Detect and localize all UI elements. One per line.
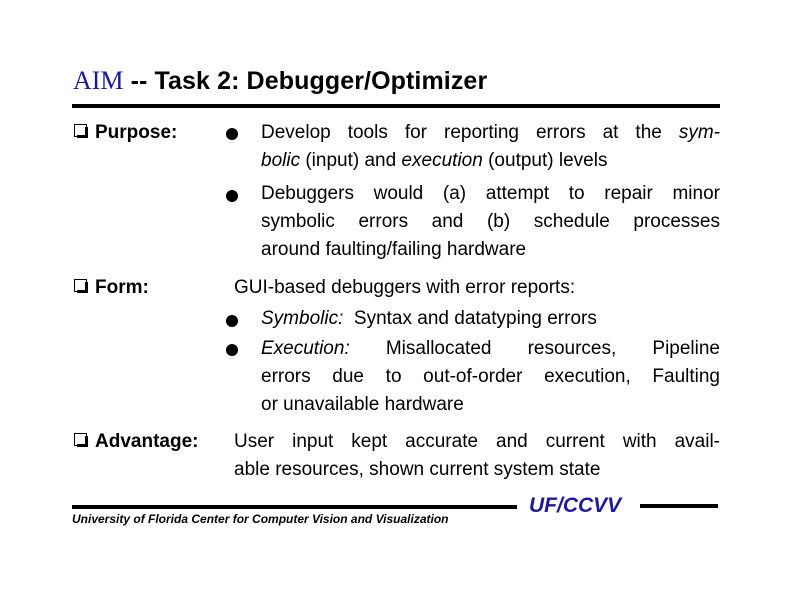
- section-label-purpose: Purpose:: [73, 121, 177, 145]
- section-label-form: Form:: [73, 276, 149, 300]
- form-bullet-execution: Execution: Misallocated resources, Pipeline errors due to out-of-order execution, Faulting or unavailable hardware: [261, 338, 720, 415]
- purpose-bullet-1: Develop tools for reporting errors at the sym- bolic (input) and execution (output) levels: [261, 122, 720, 171]
- section-label-advantage: Advantage:: [73, 430, 198, 454]
- bullet-icon: [226, 190, 238, 202]
- bullet-icon: [226, 128, 238, 140]
- title-divider: [72, 104, 720, 108]
- checkbox-bullet-icon: [73, 432, 89, 448]
- footer-divider-left: [72, 505, 517, 509]
- checkbox-bullet-icon: [73, 123, 89, 139]
- title-prefix: AIM: [73, 66, 124, 95]
- bullet-icon: [226, 344, 238, 356]
- footer-divider-right: [640, 504, 718, 508]
- title-text: -- Task 2: Debugger/Optimizer: [123, 67, 488, 95]
- bullet-icon: [226, 315, 238, 327]
- footer-brand: UF/CCVV: [529, 494, 622, 517]
- footer-institution: University of Florida Center for Computer Vision and Visualization: [72, 512, 449, 526]
- checkbox-bullet-icon: [73, 278, 89, 294]
- form-bullet-symbolic: Symbolic: Syntax and datatyping errors: [261, 308, 597, 329]
- purpose-bullet-2: Debuggers would (a) attempt to repair minor symbolic errors and (b) schedule processes around faulting/failing hardware: [261, 183, 720, 260]
- slide-title: [73, 64, 487, 98]
- advantage-text: User input kept accurate and current with avail- able resources, shown current system state: [234, 431, 720, 480]
- form-intro: GUI-based debuggers with error reports:: [234, 277, 576, 298]
